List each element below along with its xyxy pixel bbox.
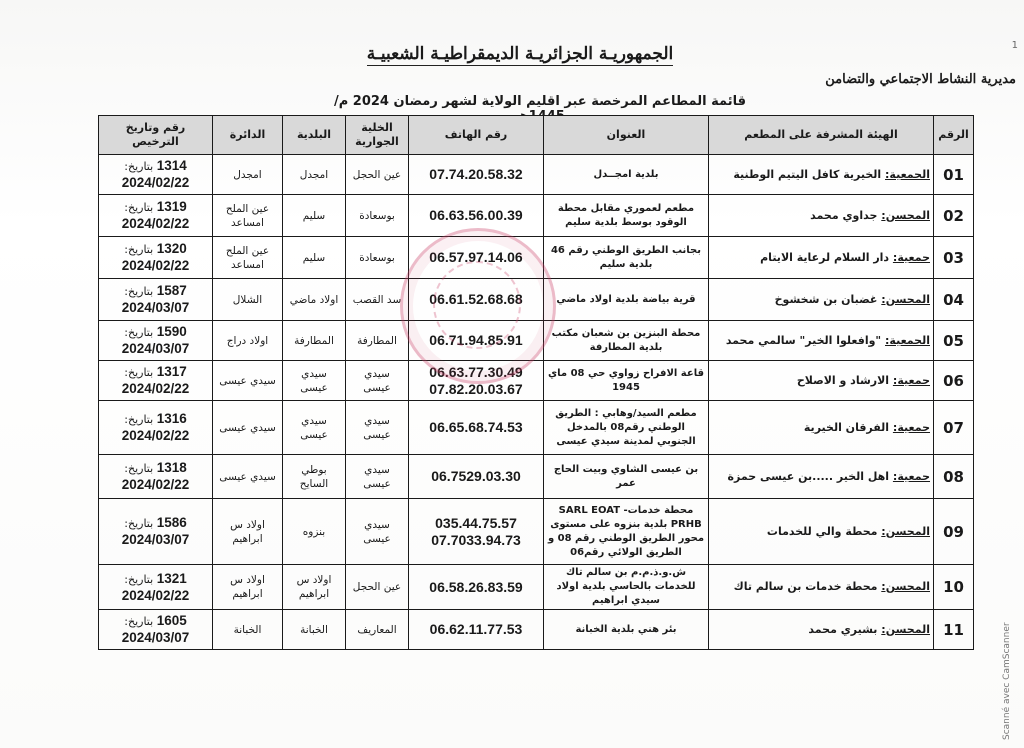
organization-name: الفرقان الخيرية [803,420,890,434]
license-cell [99,237,213,279]
license-date: 2024/02/22 [121,258,190,273]
phone-number: 06.63.56.00.39 [429,207,523,223]
license-cell [99,279,213,321]
commune-cell: المطارفة [283,321,346,361]
col-header-num: الرقم [934,116,974,155]
cell-unit: المعاريف [346,610,409,650]
row-number: 03 [934,237,974,279]
organization-cell [709,321,934,361]
organization-name: محطة والي للخدمات [766,524,878,538]
license-cell [99,565,213,610]
row-number: 07 [934,401,974,455]
table-row [99,195,974,237]
daira-cell: سيدي عيسى [213,361,283,401]
phone-number: 06.65.68.74.53 [429,419,523,435]
organization-cell [709,361,934,401]
organization-kind: جمعية: [892,250,930,264]
table-row [99,237,974,279]
license-label: بتاريخ: [124,160,154,173]
license-cell [99,195,213,237]
table-row [99,455,974,499]
phone-number: 035.44.75.57 [435,514,517,531]
license-label: بتاريخ: [124,326,154,339]
license-date: 2024/03/07 [121,341,190,356]
commune-cell: بوطي السايح [283,455,346,499]
organization-kind: المحسن: [881,524,930,538]
license-number: 1605 [156,613,187,628]
commune-cell: امجدل [283,155,346,195]
license-date: 2024/03/07 [121,532,190,547]
list-subtitle: قائمة المطاعم المرخصة عبر اقليم الولاية لشهر رمضان 2024 م/ [333,94,747,109]
address-cell: بن عيسى الشاوي وبيت الحاج عمر [544,455,709,499]
address-cell: قرية بياضة بلدية اولاد ماضي [544,279,709,321]
cell-unit: عين الحجل [346,565,409,610]
cell-unit: بوسعادة [346,195,409,237]
row-number: 02 [934,195,974,237]
organization-name: غضبان بن شخشوخ [774,292,878,306]
phone-cell [409,321,544,361]
phone-cell [409,195,544,237]
license-label: بتاريخ: [124,615,154,628]
organization-name: الارشاد و الاصلاح [796,373,890,387]
cell-unit: عين الحجل [346,155,409,195]
license-date: 2024/03/07 [121,630,190,645]
corner-mark: 1 [1011,40,1018,51]
address-cell: محطة خدمات- SARL EOAT PRHB بلدية بنزوه على مستوى محور الطريق الوطني رقم 08 و الطريق الولائي رقم06 [544,499,709,565]
row-number: 01 [934,155,974,195]
daira-cell: الشلال [213,279,283,321]
address-cell: بلدية امجــدل [544,155,709,195]
phone-cell [409,455,544,499]
phone-cell [409,237,544,279]
organization-kind: الجمعية: [885,333,930,347]
license-cell [99,610,213,650]
organization-kind: جمعية: [892,420,930,434]
scanner-watermark: Scanné avec CamScanner [1002,622,1012,740]
address-cell: بجانب الطريق الوطني رقم 46 بلدية سليم [544,237,709,279]
phone-number: 06.61.52.68.68 [429,291,523,307]
commune-cell: الخبانة [283,610,346,650]
row-number: 08 [934,455,974,499]
table-body [99,155,974,650]
commune-cell: بنزوه [283,499,346,565]
table-header-row [99,116,974,155]
cell-unit: سيدي عيسى [346,361,409,401]
license-date: 2024/02/22 [121,175,190,190]
phone-cell [409,361,544,401]
organization-kind: المحسن: [881,580,930,593]
organization-kind: جمعية: [892,469,930,483]
phone-cell [409,279,544,321]
organization-cell [709,499,934,565]
phone-number-secondary: 07.7033.94.73 [431,531,521,548]
license-label: بتاريخ: [124,413,154,426]
col-header-org: الهيئة المشرفة على المطعم [709,116,934,155]
table-row [99,499,974,565]
phone-cell [409,610,544,650]
organization-kind: المحسن: [881,622,930,636]
organization-cell [709,455,934,499]
phone-cell [409,565,544,610]
daira-cell: عين الملح امساعد [213,237,283,279]
table-row [99,565,974,610]
daira-cell: سيدي عيسى [213,455,283,499]
license-date: 2024/02/22 [121,216,190,231]
cell-unit: المطارفة [346,321,409,361]
phone-number: 06.63.77.30.49 [429,363,523,380]
organization-name: محطة خدمات بن سالم تاك [733,580,878,593]
license-label: بتاريخ: [124,366,154,379]
address-cell: محطة البنزين بن شعبان مكتب بلدية المطارفة [544,321,709,361]
organization-cell [709,155,934,195]
organization-cell [709,401,934,455]
address-cell: مطعم السيد/وهابي : الطريق الوطني رقم08 بالمدخل الجنوبي لمدينة سيدي عيسى [544,401,709,455]
license-label: بتاريخ: [124,285,154,298]
license-number: 1320 [156,241,187,256]
daira-cell: سيدي عيسى [213,401,283,455]
organization-name: الخيرية كافل اليتيم الوطنية [733,167,882,181]
cell-unit: سيدي عيسى [346,401,409,455]
phone-number-secondary: 07.82.20.03.67 [429,380,523,397]
col-header-daira: الدائرة [213,116,283,155]
table-row [99,155,974,195]
address-cell: بئر هني بلدية الخبانة [544,610,709,650]
license-cell [99,499,213,565]
address-cell: مطعم لعموري مقابل محطة الوقود بوسط بلدية سليم [544,195,709,237]
organization-name: اهل الخير .....بن عيسى حمزة [727,469,890,483]
daira-cell: امجدل [213,155,283,195]
license-cell [99,321,213,361]
organization-cell [709,237,934,279]
organization-kind: جمعية: [892,373,930,387]
license-date: 2024/02/22 [121,477,190,492]
organization-cell [709,565,934,610]
col-header-commune: البلدية [283,116,346,155]
daira-cell: اولاد دراج [213,321,283,361]
license-label: بتاريخ: [124,243,154,256]
organization-cell [709,195,934,237]
commune-cell: سيدي عيسى [283,401,346,455]
daira-cell: الخبانة [213,610,283,650]
organization-name: بشيري محمد [808,622,878,636]
license-label: بتاريخ: [124,201,154,214]
organization-name: "وافعلوا الخير" سالمي محمد [725,333,882,347]
license-number: 1314 [156,158,187,173]
license-cell [99,361,213,401]
table-row [99,321,974,361]
address-cell: قاعة الافراح زواوي حي 08 ماي 1945 [544,361,709,401]
phone-number: 06.62.11.77.53 [429,621,523,637]
col-header-cell: الخلية الجوارية [346,116,409,155]
organization-cell [709,279,934,321]
license-number: 1586 [156,515,187,530]
daira-cell: اولاد س ابراهيم [213,499,283,565]
cell-unit: سد القصب [346,279,409,321]
row-number: 09 [934,499,974,565]
license-label: بتاريخ: [124,462,154,475]
restaurants-table [98,115,974,650]
license-number: 1587 [156,283,187,298]
row-number: 10 [934,565,974,610]
license-label: بتاريخ: [124,572,154,586]
organization-kind: المحسن: [881,208,930,222]
license-number: 1318 [156,460,187,475]
phone-cell [409,499,544,565]
license-cell [99,455,213,499]
cell-unit: سيدي عيسى [346,455,409,499]
phone-number: 06.58.26.83.59 [429,578,523,595]
col-header-address: العنوان [544,116,709,155]
row-number: 11 [934,610,974,650]
license-date: 2024/03/07 [121,300,190,315]
phone-cell [409,401,544,455]
table-row [99,401,974,455]
republic-heading: الجمهوريـة الجزائريـة الديمقراطيـة الشعبيـة [366,44,674,64]
table-row [99,279,974,321]
daira-cell: اولاد س ابراهيم [213,565,283,610]
license-number: 1319 [156,199,187,214]
department-name: مديرية النشاط الاجتماعي والتضامن [825,72,1016,87]
organization-kind: المحسن: [881,292,930,306]
cell-unit: بوسعادة [346,237,409,279]
commune-cell: اولاد ماضي [283,279,346,321]
license-cell [99,401,213,455]
commune-cell: سليم [283,237,346,279]
row-number: 06 [934,361,974,401]
organization-name: دار السلام لرعاية الايتام [760,250,890,264]
organization-cell [709,610,934,650]
phone-number: 07.74.20.58.32 [429,166,523,182]
phone-number: 06.7529.03.30 [431,468,521,484]
col-header-phone: رقم الهاتف [409,116,544,155]
phone-number: 06.71.94.85.91 [429,332,523,348]
license-number: 1316 [156,411,187,426]
row-number: 04 [934,279,974,321]
row-number: 05 [934,321,974,361]
commune-cell: سليم [283,195,346,237]
table-row [99,361,974,401]
organization-name: جداوي محمد [810,208,878,222]
license-date: 2024/02/22 [121,381,190,396]
col-header-license: رقم وتاريخ الترخيص [99,116,213,155]
table-row [99,610,974,650]
document-title [300,44,740,64]
commune-cell: اولاد س ابراهيم [283,565,346,610]
phone-cell [409,155,544,195]
daira-cell: عين الملح امساعد [213,195,283,237]
license-date: 2024/02/22 [121,428,190,443]
cell-unit: سيدي عيسى [346,499,409,565]
address-cell: ش.و.ذ.م.م بن سالم تاك للخدمات بالحاسي بلدية اولاد سيدي ابراهيم [544,565,709,610]
license-label: بتاريخ: [124,517,154,530]
commune-cell: سيدي عيسى [283,361,346,401]
license-cell [99,155,213,195]
license-number: 1321 [156,570,187,586]
phone-number: 06.57.97.14.06 [429,249,523,265]
license-number: 1590 [156,324,187,339]
license-date: 2024/02/22 [121,587,190,603]
license-number: 1317 [156,364,187,379]
organization-kind: الجمعية: [885,167,930,181]
